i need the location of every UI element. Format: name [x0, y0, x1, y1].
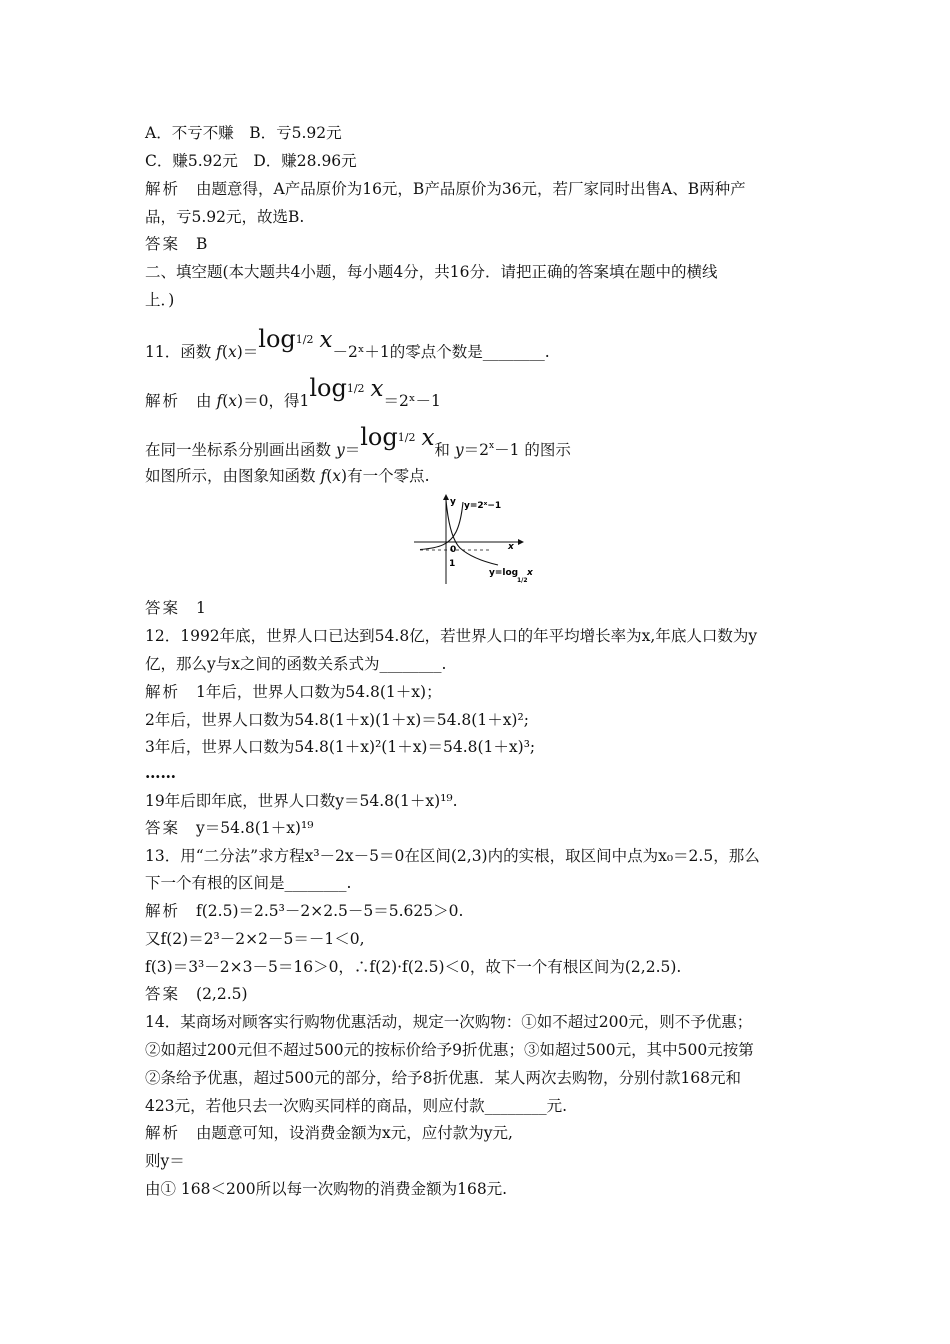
q11-stem: 11．函数 $f(x)=\log^{1/2}$ x－2ˣ＋1的零点个数是________.: [145, 325, 550, 361]
section2-title-line1: 二、填空题(本大题共4小题，每小题4分，共16分．请把正确的答案填在题中的横线: [145, 263, 718, 281]
q14-stem-line2: ②如超过200元但不超过500元的按标价给予9折优惠；③如超过500元，其中500元按第: [145, 1041, 754, 1059]
q12-answer-value: y＝54.8(1＋x)¹⁹: [196, 819, 314, 837]
analysis-label: 解析: [145, 1124, 181, 1142]
q10-answer: [145, 234, 207, 254]
exp-curve-label: y=2ˣ−1: [464, 501, 502, 511]
origin-label: 0: [450, 545, 457, 555]
q10-analysis-line2: 品，亏5.92元，故选B.: [145, 208, 305, 226]
analysis-label: 解析: [145, 902, 181, 920]
q14-stem-line4: 423元，若他只去一次购买同样的商品，则应付款________元.: [145, 1097, 568, 1115]
q14-stem-line1: 14．某商场对顾客实行购物优惠活动，规定一次购物：①如不超过200元，则不予优惠；: [145, 1013, 753, 1031]
q11-answer: [145, 598, 206, 618]
q14-stem-line3: ②条给予优惠，超过500元的部分，给予8折优惠．某人两次去购物，分别付款168元和: [145, 1069, 742, 1087]
answer-label: 答案: [145, 599, 181, 617]
q13-analysis-line2: 又f(2)＝2³－2×2－5＝－1＜0,: [145, 930, 365, 948]
q10-answer-value: B: [196, 235, 208, 253]
one-label: 1: [449, 559, 456, 569]
analysis-label: 解析: [145, 180, 181, 198]
x-axis-label: x: [508, 542, 514, 552]
x-axis-arrow: [518, 539, 524, 545]
q13-stem-line1: 13．用“二分法”求方程x³－2x－5＝0在区间(2,3)内的实根，取区间中点为x₀＝2.5，那么: [145, 847, 760, 865]
log-curve-label-base: 1/2: [517, 577, 528, 584]
q12-analysis-line5: 19年后即年底，世界人口数y＝54.8(1＋x)¹⁹.: [145, 792, 458, 810]
section2-title-line2: 上．): [145, 291, 175, 309]
log-curve-label: y=log: [489, 568, 519, 578]
q12-ellipsis: ……: [145, 763, 176, 782]
y-axis-arrow: [443, 494, 449, 500]
graph-svg: [410, 492, 535, 590]
q13-analysis-line1: 解析 f(2.5)＝2.5³－2×2.5－5＝5.625＞0.: [145, 902, 464, 920]
q12-analysis-line2: 2年后，世界人口数为54.8(1＋x)(1＋x)＝54.8(1＋x)²;: [145, 711, 529, 729]
q11-analysis-line3: 在同一坐标系分别画出函数 $y=\log^{1/2}$ x和 $y=2^x-1$ 的图示: [145, 423, 571, 459]
answer-label: 答案: [145, 985, 181, 1003]
analysis-label: 解析: [145, 683, 181, 701]
answer-label: 答案: [145, 819, 181, 837]
answer-label: 答案: [145, 235, 181, 253]
q13-answer: [145, 984, 248, 1004]
q11-analysis-line1: 解析 由 f(x)＝0，得$1\log^{1/2}$ x＝2ˣ－1: [145, 374, 441, 410]
q14-analysis-line1: 解析 由题意可知，设消费金额为x元，应付款为y元,: [145, 1124, 513, 1142]
log-expression: log: [258, 325, 296, 353]
q13-stem-line2: 下一个有根的区间是________.: [145, 874, 352, 892]
q12-stem-line1: 12．1992年底，世界人口已达到54.8亿，若世界人口的年平均增长率为x,年底人口数为y: [145, 627, 758, 645]
q12-analysis-line3: 3年后，世界人口数为54.8(1＋x)²(1＋x)＝54.8(1＋x)³;: [145, 738, 536, 756]
q10-options-cd: C．赚5.92元 D．赚28.96元: [145, 152, 357, 170]
q13-analysis-line3: f(3)＝3³－2×3－5＝16＞0，∴f(2)·f(2.5)＜0，故下一个有根区间为(2,2.5).: [145, 958, 682, 976]
analysis-label: 解析: [145, 392, 181, 410]
q11-answer-value: 1: [196, 599, 206, 617]
q11-stem-prefix: 11．函数: [145, 343, 212, 361]
q12-answer: [145, 818, 313, 838]
q11-analysis-line4: 如图所示，由图象知函数 f(x)有一个零点.: [145, 467, 430, 485]
function-graph-figure: [410, 492, 535, 594]
y-axis-label: y: [450, 497, 456, 507]
q10-analysis-text1: 由题意得，A产品原价为16元，B产品原价为36元，若厂家同时出售A、B两种产: [196, 180, 746, 198]
q14-analysis-line3: 由① 168＜200所以每一次购物的消费金额为168元.: [145, 1180, 508, 1198]
q13-answer-value: (2,2.5): [196, 985, 248, 1003]
log-curve-label-x: x: [527, 568, 533, 578]
q11-stem-suffix: －2ˣ＋1的零点个数是________.: [332, 343, 550, 361]
q14-analysis-line2: 则y＝: [145, 1152, 185, 1170]
q12-stem-line2: 亿，那么y与x之间的函数关系式为________.: [145, 655, 447, 673]
q10-options-ab: A．不亏不赚 B．亏5.92元: [145, 124, 342, 142]
q10-analysis-line1: [145, 179, 746, 199]
q12-analysis-line1: 解析 1年后，世界人口数为54.8(1＋x)；: [145, 683, 442, 701]
log-base: 1/2: [295, 333, 314, 346]
